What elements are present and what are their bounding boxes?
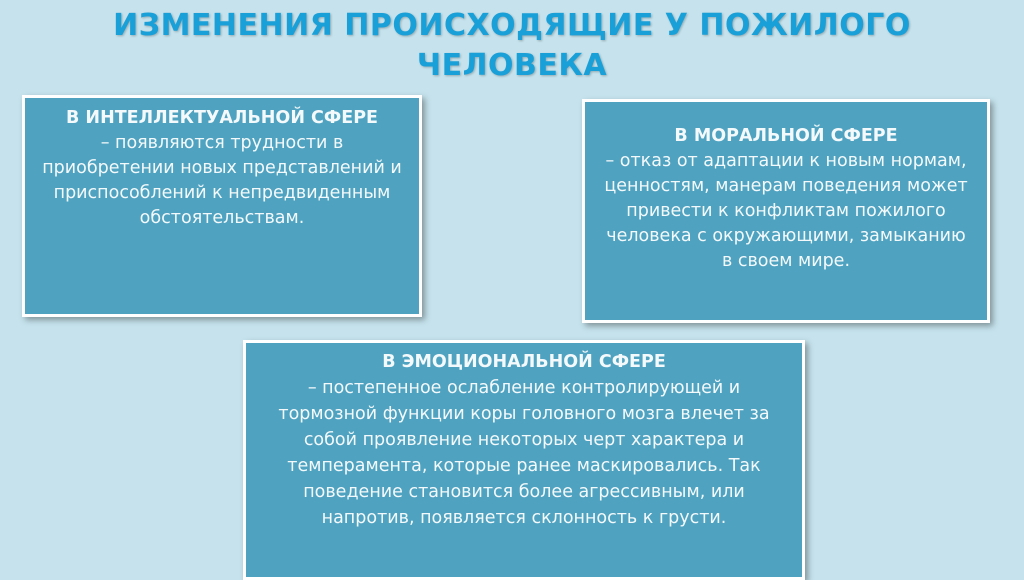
emotional-sphere-text: – постепенное ослабление контролирующей и тормозной функции коры головного мозга влечет за собой проявление некоторых черт характера и темперамента, которые ранее маскировались. Так поведение становится более агрессивным, или напротив, появляется склонность к грусти. (278, 378, 770, 528)
moral-sphere-heading: В МОРАЛЬНОЙ СФЕРЕ (674, 126, 898, 146)
slide-title-line-1: ИЗМЕНЕНИЯ ПРОИСХОДЯЩИЕ У ПОЖИЛОГО (113, 8, 911, 43)
moral-sphere-box (582, 99, 990, 323)
moral-sphere-text: – отказ от адаптации к новым нормам, ценностям, манерам поведения может привести к конфликтам пожилого человека с окружающими, замыканию в своем мире. (604, 151, 968, 271)
intellectual-sphere-box (22, 95, 422, 317)
slide-title-line-2: ЧЕЛОВЕКА (416, 48, 608, 83)
emotional-sphere-box (243, 340, 805, 580)
emotional-sphere-heading: В ЭМОЦИОНАЛЬНОЙ СФЕРЕ (382, 352, 666, 372)
intellectual-sphere-text: – появляются трудности в приобретении новых представлений и приспособлений к непредвиденным обстоятельствам. (42, 133, 402, 228)
slide-title (0, 6, 1024, 86)
intellectual-sphere-heading: В ИНТЕЛЛЕКТУАЛЬНОЙ СФЕРЕ (66, 108, 378, 128)
